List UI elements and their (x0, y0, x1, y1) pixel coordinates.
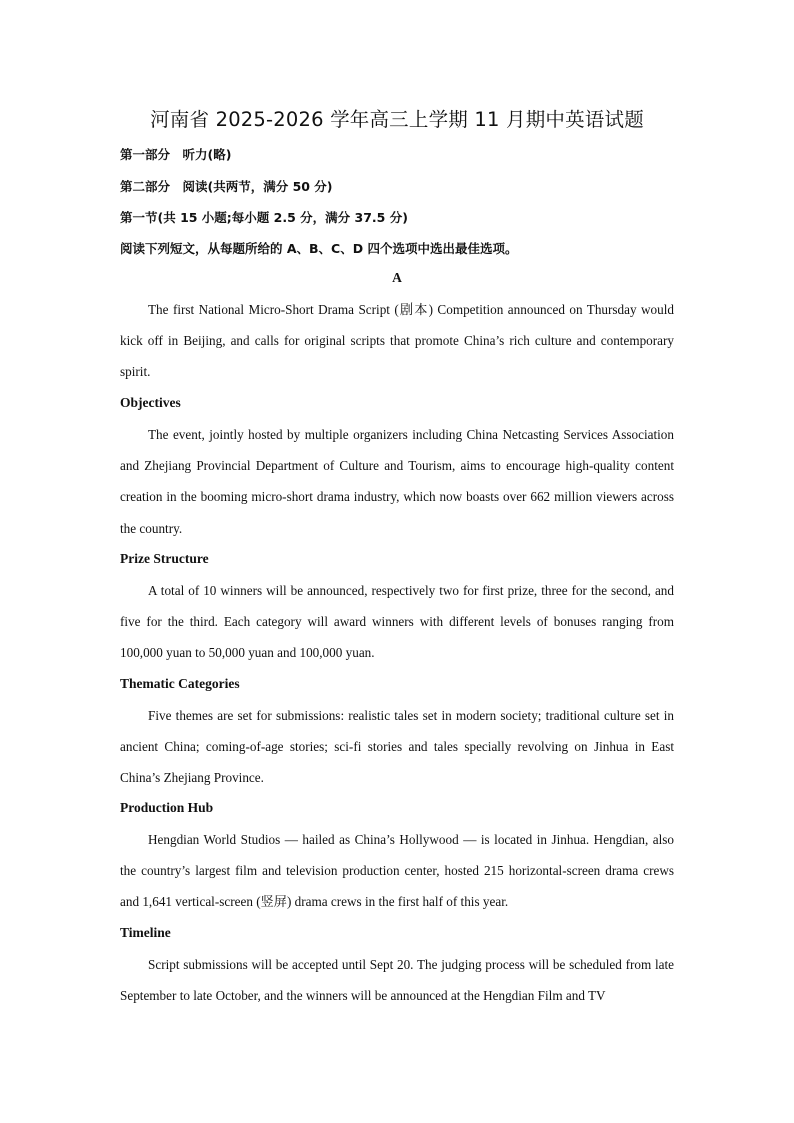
thematic-heading: Thematic Categories (120, 676, 240, 691)
objectives-heading: Objectives (120, 395, 181, 410)
timeline-heading: Timeline (120, 925, 171, 940)
passage-label: A (392, 270, 402, 285)
section-one-heading: 第一节(共 15 小题;每小题 2.5 分，满分 37.5 分) (120, 210, 408, 225)
production-paragraph: Hengdian World Studios — hailed as China’s Hollywood — is located in Jinhua. Hengdian, also the country’s largest film and television production center, hosted 215 horizontal-screen drama crews and 1,641 vertical-screen (竖屏) drama crews in the first half of this year. (120, 832, 674, 910)
production-heading: Production Hub (120, 800, 214, 815)
timeline-paragraph: Script submissions will be accepted until Sept 20. The judging process will be scheduled from late September to late October, and the winners will be announced at the Hengdian Film and TV (120, 957, 674, 1004)
intro-paragraph: The first National Micro-Short Drama Script (剧本) Competition announced on Thursday would kick off in Beijing, and calls for original scripts that promote China’s rich culture and contemporary spirit. (120, 302, 674, 380)
exam-title: 河南省 2025-2026 学年高三上学期 11 月期中英语试题 (150, 108, 644, 131)
reading-instruction: 阅读下列短文，从每题所给的 A、B、C、D 四个选项中选出最佳选项。 (120, 241, 518, 256)
part-one-heading: 第一部分 听力(略) (120, 147, 232, 162)
part-two-heading: 第二部分 阅读(共两节，满分 50 分) (120, 179, 333, 194)
prize-paragraph: A total of 10 winners will be announced, respectively two for first prize, three for the second, and five for the third. Each category will award winners with different levels of bonuses ranging from 100,000 yuan to 50,000 yuan and 100,000 yuan. (120, 583, 674, 661)
prize-heading: Prize Structure (120, 551, 209, 566)
objectives-paragraph: The event, jointly hosted by multiple organizers including China Netcasting Services Association and Zhejiang Provincial Department of Culture and Tourism, aims to encourage high-quality content creation in the booming micro-short drama industry, which now boasts over 662 million viewers across the country. (120, 427, 674, 536)
thematic-paragraph: Five themes are set for submissions: realistic tales set in modern society; traditional culture set in ancient China; coming-of-age stories; sci-fi stories and tales specially revolving on Jinhua in East China’s Zhejiang Province. (120, 708, 674, 786)
